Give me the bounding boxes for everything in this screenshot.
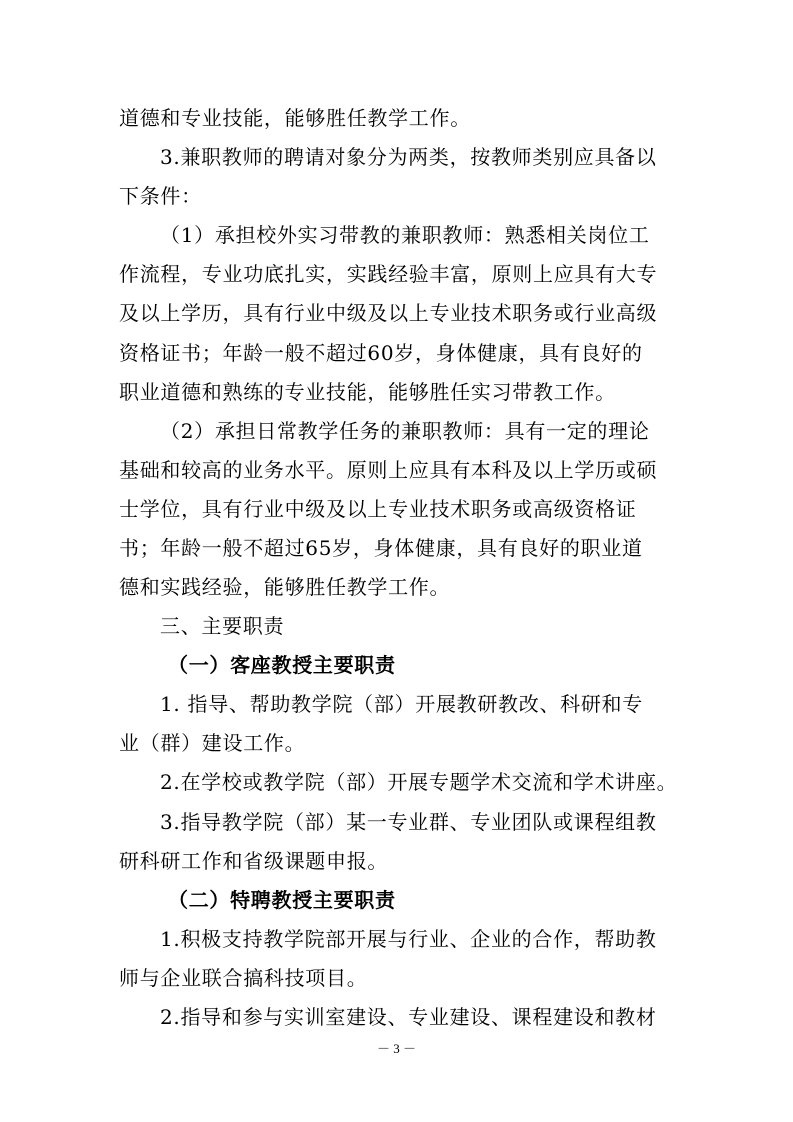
body-line: （1）承担校外实习带教的兼职教师：熟悉相关岗位工 — [160, 223, 650, 247]
body-line: 师与企业联合搞科技项目。 — [119, 966, 368, 990]
subsection-heading: （一）客座教授主要职责 — [168, 653, 396, 677]
body-line: 资格证书；年龄一般不超过60岁，身体健康，具有良好的 — [119, 341, 643, 365]
body-line: 职业道德和熟练的专业技能，能够胜任实习带教工作。 — [119, 380, 616, 404]
body-line: 业（群）建设工作。 — [119, 731, 306, 755]
body-line: 2.指导和参与实训室建设、专业建设、课程建设和教材 — [160, 1005, 657, 1029]
body-line: 道德和专业技能，能够胜任教学工作。 — [119, 106, 471, 130]
body-line: 德和实践经验，能够胜任教学工作。 — [119, 575, 451, 599]
subsection-heading: （二）特聘教授主要职责 — [168, 888, 396, 912]
body-line: 及以上学历，具有行业中级及以上专业技术职务或行业高级 — [119, 301, 658, 325]
body-line: 下条件： — [119, 184, 202, 208]
body-line: 3.指导教学院（部）某一专业群、专业团队或课程组教 — [160, 810, 657, 834]
body-line: 士学位，具有行业中级及以上专业技术职务或高级资格证 — [119, 497, 637, 521]
body-line: 基础和较高的业务水平。原则上应具有本科及以上学历或硕 — [119, 458, 658, 482]
body-line: 1.积极支持教学院部开展与行业、企业的合作，帮助教 — [160, 927, 657, 951]
body-line: （2）承担日常教学任务的兼职教师：具有一定的理论 — [160, 419, 650, 443]
page-number: － 3 － — [376, 1041, 416, 1056]
body-line: 书；年龄一般不超过65岁，身体健康，具有良好的职业道 — [119, 536, 643, 560]
body-line: 1. 指导、帮助教学院（部）开展教研教改、科研和专 — [160, 692, 643, 716]
body-line: 研科研工作和省级课题申报。 — [119, 849, 389, 873]
section-heading: 三、主要职责 — [160, 614, 285, 638]
body-line: 3.兼职教师的聘请对象分为两类，按教师类别应具备以 — [160, 145, 657, 169]
body-line: 作流程，专业功底扎实，实践经验丰富，原则上应具有大专 — [119, 262, 658, 286]
body-line: 2.在学校或教学院（部）开展专题学术交流和学术讲座。 — [160, 770, 678, 794]
